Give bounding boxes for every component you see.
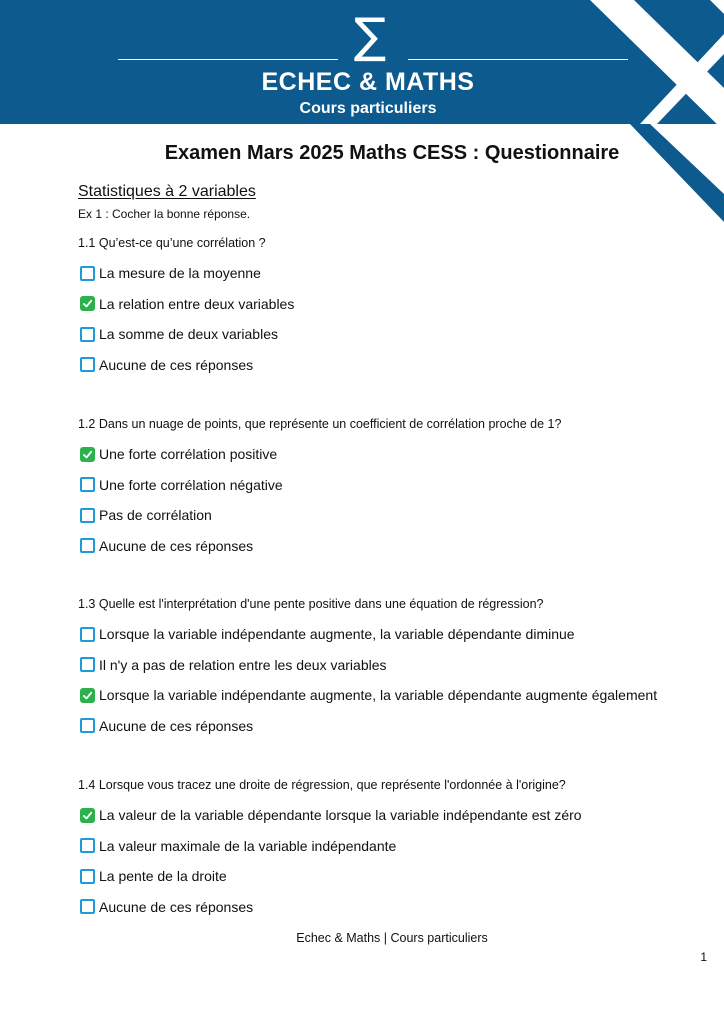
question-text: 1.1 Qu’est-ce qu’une corrélation ? xyxy=(78,236,266,250)
answer-option-label: La mesure de la moyenne xyxy=(99,265,261,281)
brand-name: ECHEC & MATHS xyxy=(261,68,475,96)
answer-option-label: Aucune de ces réponses xyxy=(99,898,254,915)
empty-checkbox-icon[interactable] xyxy=(80,718,95,733)
checked-box-icon[interactable] xyxy=(80,808,95,823)
answer-option[interactable] xyxy=(80,357,253,373)
answer-option[interactable] xyxy=(80,296,294,312)
answer-option-label: Aucune de ces réponses xyxy=(99,537,254,554)
empty-checkbox-icon[interactable] xyxy=(80,508,95,523)
answer-option-label: Une forte corrélation négative xyxy=(99,476,283,493)
empty-checkbox-icon[interactable] xyxy=(80,477,95,492)
answer-option-label: La relation entre deux variables xyxy=(99,295,295,312)
page-header xyxy=(0,0,724,124)
answer-option-label: La valeur maximale de la variable indépendante xyxy=(99,837,397,854)
exercise-instruction: Ex 1 : Cocher la bonne réponse. xyxy=(78,207,251,221)
answer-option-label: Aucune de ces réponses xyxy=(99,717,254,734)
empty-checkbox-icon[interactable] xyxy=(80,899,95,914)
answer-option-label: Lorsque la variable indépendante augmente, la variable dépendante diminue xyxy=(99,626,575,642)
page-title: Examen Mars 2025 Maths CESS : Questionnaire xyxy=(164,142,620,164)
answer-option[interactable] xyxy=(80,838,396,854)
empty-checkbox-icon[interactable] xyxy=(80,266,95,281)
empty-checkbox-icon[interactable] xyxy=(80,657,95,672)
brand-tagline: Cours particuliers xyxy=(299,100,437,117)
answer-option[interactable] xyxy=(80,626,575,642)
section-heading: Statistiques à 2 variables xyxy=(78,183,256,200)
answer-option[interactable] xyxy=(80,507,212,523)
checked-box-icon[interactable] xyxy=(80,296,95,311)
header-rule-left xyxy=(118,59,338,60)
corner-arrow-decoration xyxy=(620,124,724,234)
checked-box-icon[interactable] xyxy=(80,447,95,462)
answer-option-label: La valeur de la variable dépendante lorsque la variable indépendante est zéro xyxy=(99,807,582,823)
answer-option[interactable] xyxy=(80,538,253,554)
empty-checkbox-icon[interactable] xyxy=(80,838,95,853)
question-text: 1.3 Quelle est l'interprétation d'une pente positive dans une équation de régression? xyxy=(78,597,544,611)
empty-checkbox-icon[interactable] xyxy=(80,538,95,553)
answer-option[interactable] xyxy=(80,326,278,342)
answer-option[interactable] xyxy=(80,807,582,823)
empty-checkbox-icon[interactable] xyxy=(80,627,95,642)
answer-option[interactable] xyxy=(80,657,387,673)
sigma-logo-icon: ∑ xyxy=(353,8,387,64)
answer-option-label: Une forte corrélation positive xyxy=(99,446,278,462)
answer-option[interactable] xyxy=(80,718,253,734)
question-text: 1.4 Lorsque vous tracez une droite de régression, que représente l'ordonnée à l'origine? xyxy=(78,778,566,792)
page-number: 1 xyxy=(700,950,707,964)
answer-option-label: Lorsque la variable indépendante augmente, la variable dépendante augmente également xyxy=(99,687,658,704)
answer-option-label: Il n'y a pas de relation entre les deux variables xyxy=(99,656,387,673)
empty-checkbox-icon[interactable] xyxy=(80,869,95,884)
answer-option-label: Aucune de ces réponses xyxy=(99,356,254,373)
answer-option-label: Pas de corrélation xyxy=(99,507,212,524)
answer-option-label: La pente de la droite xyxy=(99,868,227,885)
answer-option[interactable] xyxy=(80,868,227,884)
answer-option[interactable] xyxy=(80,477,283,493)
answer-option[interactable] xyxy=(80,687,657,703)
answer-option-label: La somme de deux variables xyxy=(99,326,278,343)
answer-option[interactable] xyxy=(80,446,277,462)
empty-checkbox-icon[interactable] xyxy=(80,327,95,342)
page-footer: Echec & Maths | Cours particuliers xyxy=(296,931,488,945)
answer-option[interactable] xyxy=(80,899,253,915)
empty-checkbox-icon[interactable] xyxy=(80,357,95,372)
question-text: 1.2 Dans un nuage de points, que représente un coefficient de corrélation proche de 1? xyxy=(78,417,562,431)
header-rule-right xyxy=(408,59,628,60)
answer-option[interactable] xyxy=(80,265,261,281)
checked-box-icon[interactable] xyxy=(80,688,95,703)
